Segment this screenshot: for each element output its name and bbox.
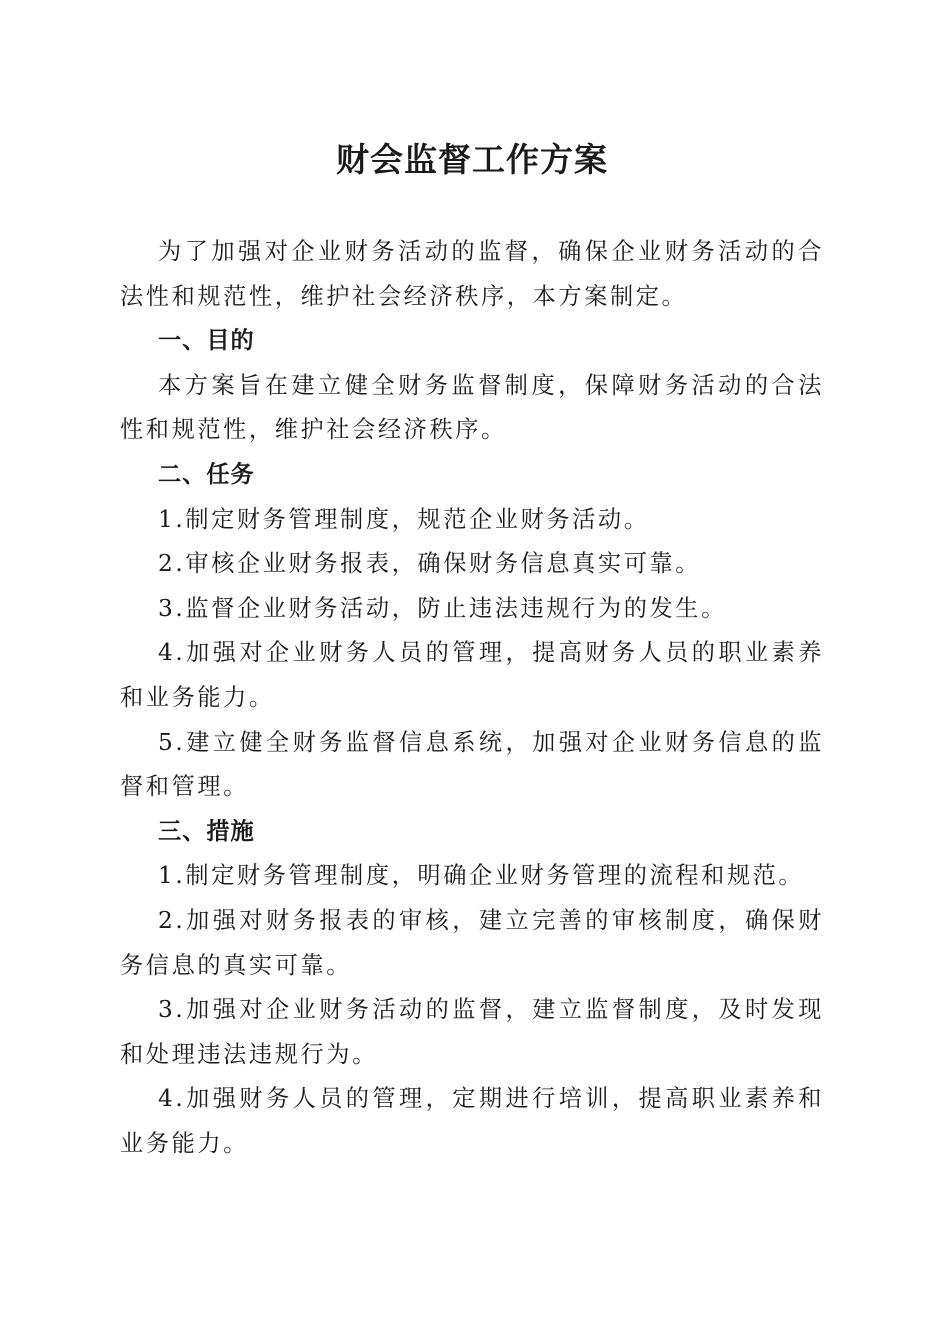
measure-item: 2.加强对财务报表的审核，建立完善的审核制度，确保财务信息的真实可靠。 [120,906,824,979]
measure-item: 3.加强对企业财务活动的监督，建立监督制度，及时发现和处理违法违规行为。 [120,996,824,1068]
task-item: 3.监督企业财务活动，防止违法违规行为的发生。 [158,594,727,622]
task-item: 1.制定财务管理制度，规范企业财务活动。 [158,505,650,533]
intro-paragraph: 为了加强对企业财务活动的监督，确保企业财务活动的合法性和规范性，维护社会经济秩序，本方案制定。 [120,238,824,310]
section-heading-purpose: 一、目的 [158,327,255,355]
document-body [120,230,824,1166]
document-title: 财会监督工作方案 [336,140,608,179]
task-item: 4.加强对企业财务人员的管理，提高财务人员的职业素养和业务能力。 [120,639,824,711]
task-item: 2.审核企业财务报表，确保财务信息真实可靠。 [158,550,702,578]
section-heading-measures: 三、措施 [158,817,255,845]
purpose-paragraph: 本方案旨在建立健全财务监督制度，保障财务活动的合法性和规范性，维护社会经济秩序。 [120,371,824,444]
measure-item: 4.加强财务人员的管理，定期进行培训，提高职业素养和业务能力。 [120,1085,824,1157]
task-item: 5.建立健全财务监督信息系统，加强对企业财务信息的监督和管理。 [120,728,824,801]
section-heading-tasks: 二、任务 [158,460,255,488]
measure-item: 1.制定财务管理制度，明确企业财务管理的流程和规范。 [158,862,805,890]
